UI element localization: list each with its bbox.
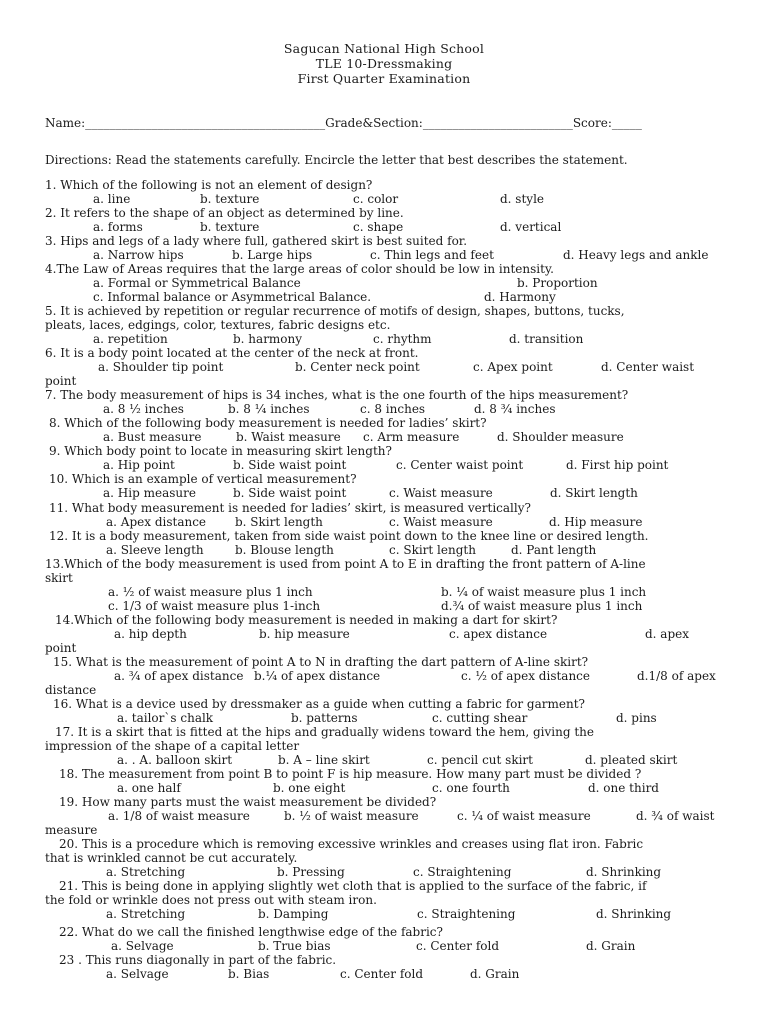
question-5-option[interactable]: b. harmony bbox=[233, 332, 303, 346]
question-1-option[interactable]: a. line bbox=[93, 192, 131, 206]
question-9-option[interactable]: a. Hip point bbox=[103, 458, 175, 472]
question-20-text: 20. This is a procedure which is removing excessive wrinkles and creases using flat iron. Fabric bbox=[59, 837, 644, 851]
question-23-option[interactable]: c. Center fold bbox=[340, 967, 424, 981]
question-14-option[interactable]: a. hip depth bbox=[114, 627, 187, 641]
question-19-text: 19. How many parts must the waist measurement be divided? bbox=[59, 795, 437, 809]
question-9-option[interactable]: d. First hip point bbox=[566, 458, 669, 472]
question-13-text: skirt bbox=[45, 571, 73, 585]
question-14-option[interactable]: c. apex distance bbox=[449, 627, 548, 641]
question-18-option[interactable]: b. one eight bbox=[273, 781, 346, 795]
question-15-option[interactable]: a. ¾ of apex distance bbox=[114, 669, 244, 683]
question-10-option[interactable]: c. Waist measure bbox=[389, 486, 493, 500]
question-14-option[interactable]: d. apex bbox=[645, 627, 690, 641]
question-9-option[interactable]: b. Side waist point bbox=[233, 458, 347, 472]
question-3-option[interactable]: c. Thin legs and feet bbox=[370, 248, 494, 262]
question-16-option[interactable]: b. patterns bbox=[291, 711, 358, 725]
question-6-option[interactable]: b. Center neck point bbox=[295, 360, 420, 374]
question-23-option[interactable]: b. Bias bbox=[228, 967, 270, 981]
question-6-option[interactable]: d. Center waist bbox=[601, 360, 695, 374]
question-11-option[interactable]: c. Waist measure bbox=[389, 515, 493, 529]
question-17-option[interactable]: a. . A. balloon skirt bbox=[117, 753, 233, 767]
question-13-text: 13.Which of the body measurement is used from point A to E in drafting the front pattern of A-line bbox=[45, 557, 646, 571]
question-14-option[interactable]: b. hip measure bbox=[259, 627, 350, 641]
question-8-option[interactable]: d. Shoulder measure bbox=[497, 430, 624, 444]
question-12-option[interactable]: a. Sleeve length bbox=[106, 543, 204, 557]
question-13-option[interactable]: c. 1/3 of waist measure plus 1-inch bbox=[108, 599, 321, 613]
question-14-text: 14.Which of the following body measurement is needed in making a dart for skirt? bbox=[55, 613, 558, 627]
question-9-text: 9. Which body point to locate in measuring skirt length? bbox=[49, 444, 392, 458]
question-21-option[interactable]: a. Stretching bbox=[106, 907, 186, 921]
question-1-option[interactable]: d. style bbox=[500, 192, 545, 206]
question-15-option[interactable]: c. ½ of apex distance bbox=[461, 669, 590, 683]
question-20-option[interactable]: b. Pressing bbox=[277, 865, 345, 879]
question-3-option[interactable]: a. Narrow hips bbox=[93, 248, 184, 262]
question-20-option[interactable]: a. Stretching bbox=[106, 865, 186, 879]
question-5-text: 5. It is achieved by repetition or regular recurrence of motifs of design, shapes, buttons, tucks, bbox=[45, 304, 625, 318]
question-11-text: 11. What body measurement is needed for ladies’ skirt, is measured vertically? bbox=[49, 501, 531, 515]
question-9-option[interactable]: c. Center waist point bbox=[396, 458, 524, 472]
question-10-option[interactable]: b. Side waist point bbox=[233, 486, 347, 500]
question-4-option[interactable]: b. Proportion bbox=[517, 276, 598, 290]
question-3-option[interactable]: d. Heavy legs and ankle bbox=[563, 248, 709, 262]
question-1-option[interactable]: b. texture bbox=[200, 192, 260, 206]
question-12-option[interactable]: c. Skirt length bbox=[389, 543, 476, 557]
question-19-option[interactable]: a. 1/8 of waist measure bbox=[108, 809, 250, 823]
question-6-option[interactable]: c. Apex point bbox=[473, 360, 553, 374]
question-23-text: 23 . This runs diagonally in part of the fabric. bbox=[59, 953, 337, 967]
question-5-option[interactable]: c. rhythm bbox=[373, 332, 432, 346]
question-6-option[interactable]: a. Shoulder tip point bbox=[98, 360, 224, 374]
question-16-text: 16. What is a device used by dressmaker as a guide when cutting a fabric for garment? bbox=[53, 697, 585, 711]
question-13-option[interactable]: a. ½ of waist measure plus 1 inch bbox=[108, 585, 313, 599]
question-10-option[interactable]: d. Skirt length bbox=[550, 486, 638, 500]
question-5-option[interactable]: d. transition bbox=[509, 332, 584, 346]
question-7-option[interactable]: d. 8 ¾ inches bbox=[474, 402, 556, 416]
question-22-option[interactable]: a. Selvage bbox=[111, 939, 174, 953]
question-10-text: 10. Which is an example of vertical measurement? bbox=[49, 472, 357, 486]
question-22-option[interactable]: b. True bias bbox=[258, 939, 331, 953]
question-20-text: that is wrinkled cannot be cut accurately. bbox=[45, 851, 298, 865]
question-12-option[interactable]: b. Blouse length bbox=[235, 543, 334, 557]
question-6-option[interactable]: point bbox=[45, 374, 77, 388]
question-17-option[interactable]: d. pleated skirt bbox=[585, 753, 678, 767]
question-21-option[interactable]: c. Straightening bbox=[417, 907, 516, 921]
question-22-option[interactable]: c. Center fold bbox=[416, 939, 500, 953]
question-22-option[interactable]: d. Grain bbox=[586, 939, 636, 953]
question-4-option[interactable]: d. Harmony bbox=[484, 290, 556, 304]
question-7-option[interactable]: b. 8 ¼ inches bbox=[228, 402, 310, 416]
question-2-option[interactable]: a. forms bbox=[93, 220, 143, 234]
question-2-option[interactable]: d. vertical bbox=[500, 220, 562, 234]
question-21-text: the fold or wrinkle does not press out with steam iron. bbox=[45, 893, 377, 907]
question-5-option[interactable]: a. repetition bbox=[93, 332, 168, 346]
question-23-option[interactable]: a. Selvage bbox=[106, 967, 169, 981]
question-19-option[interactable]: measure bbox=[45, 823, 98, 837]
question-6-text: 6. It is a body point located at the center of the neck at front. bbox=[45, 346, 419, 360]
question-3-option[interactable]: b. Large hips bbox=[232, 248, 313, 262]
question-3-text: 3. Hips and legs of a lady where full, gathered skirt is best suited for. bbox=[45, 234, 468, 248]
question-17-text: 17. It is a skirt that is fitted at the hips and gradually widens toward the hem, giving the bbox=[55, 725, 594, 739]
question-11-option[interactable]: a. Apex distance bbox=[106, 515, 207, 529]
question-15-option[interactable]: b.¼ of apex distance bbox=[254, 669, 381, 683]
question-19-option[interactable]: b. ½ of waist measure bbox=[284, 809, 419, 823]
exam-title: First Quarter Examination bbox=[297, 71, 471, 86]
question-16-option[interactable]: a. tailor`s chalk bbox=[117, 711, 214, 725]
question-8-text: 8. Which of the following body measurement is needed for ladies’ skirt? bbox=[49, 416, 487, 430]
question-1-text: 1. Which of the following is not an element of design? bbox=[45, 178, 373, 192]
question-5-text: pleats, laces, edgings, color, textures, fabric designs etc. bbox=[45, 318, 391, 332]
question-19-option[interactable]: d. ¾ of waist bbox=[636, 809, 715, 823]
question-7-text: 7. The body measurement of hips is 34 inches, what is the one fourth of the hips measurement? bbox=[45, 388, 629, 402]
question-4-text: 4.The Law of Areas requires that the large areas of color should be low in intensity. bbox=[45, 262, 554, 276]
question-8-option[interactable]: c. Arm measure bbox=[363, 430, 460, 444]
question-10-option[interactable]: a. Hip measure bbox=[103, 486, 196, 500]
question-17-option[interactable]: b. A – line skirt bbox=[278, 753, 370, 767]
question-20-option[interactable]: d. Shrinking bbox=[586, 865, 662, 879]
question-1-option[interactable]: c. color bbox=[353, 192, 399, 206]
name-grade-score-row: Name:________________________________________Grade&Section:_________________________Score:_____ bbox=[45, 116, 642, 130]
question-2-option[interactable]: c. shape bbox=[353, 220, 404, 234]
question-21-text: 21. This is being done in applying slightly wet cloth that is applied to the surface of the fabric, if bbox=[59, 879, 647, 893]
question-22-text: 22. What do we call the finished lengthwise edge of the fabric? bbox=[59, 925, 443, 939]
question-21-option[interactable]: b. Damping bbox=[258, 907, 329, 921]
question-12-option[interactable]: d. Pant length bbox=[511, 543, 597, 557]
subject-title: TLE 10-Dressmaking bbox=[315, 56, 453, 71]
question-8-option[interactable]: b. Waist measure bbox=[236, 430, 341, 444]
question-15-text: 15. What is the measurement of point A to N in drafting the dart pattern of A-line skirt? bbox=[53, 655, 589, 669]
question-18-option[interactable]: a. one half bbox=[117, 781, 181, 795]
question-19-option[interactable]: c. ¼ of waist measure bbox=[457, 809, 591, 823]
question-12-text: 12. It is a body measurement, taken from side waist point down to the knee line or desired length. bbox=[49, 529, 649, 543]
question-16-option[interactable]: c. cutting shear bbox=[432, 711, 528, 725]
school-name: Sagucan National High School bbox=[283, 41, 485, 56]
question-13-option[interactable]: b. ¼ of waist measure plus 1 inch bbox=[441, 585, 647, 599]
question-16-option[interactable]: d. pins bbox=[616, 711, 657, 725]
question-7-option[interactable]: a. 8 ½ inches bbox=[103, 402, 184, 416]
question-2-option[interactable]: b. texture bbox=[200, 220, 260, 234]
question-11-option[interactable]: b. Skirt length bbox=[235, 515, 323, 529]
question-21-option[interactable]: d. Shrinking bbox=[596, 907, 672, 921]
question-23-option[interactable]: d. Grain bbox=[470, 967, 520, 981]
question-17-text: impression of the shape of a capital letter bbox=[45, 739, 300, 753]
question-7-option[interactable]: c. 8 inches bbox=[360, 402, 426, 416]
question-15-option[interactable]: d.1/8 of apex bbox=[637, 669, 716, 683]
question-2-text: 2. It refers to the shape of an object as determined by line. bbox=[45, 206, 404, 220]
question-18-text: 18. The measurement from point B to point F is hip measure. How many part must be divided ? bbox=[59, 767, 642, 781]
question-18-option[interactable]: d. one third bbox=[588, 781, 659, 795]
question-4-option[interactable]: a. Formal or Symmetrical Balance bbox=[93, 276, 301, 290]
question-8-option[interactable]: a. Bust measure bbox=[103, 430, 202, 444]
directions: Directions: Read the statements carefully. Encircle the letter that best describes the statement. bbox=[45, 153, 628, 167]
question-13-option[interactable]: d.¾ of waist measure plus 1 inch bbox=[441, 599, 643, 613]
question-18-option[interactable]: c. one fourth bbox=[432, 781, 510, 795]
question-4-option[interactable]: c. Informal balance or Asymmetrical Balance. bbox=[93, 290, 372, 304]
question-20-option[interactable]: c. Straightening bbox=[413, 865, 512, 879]
question-14-option[interactable]: point bbox=[45, 641, 77, 655]
question-15-option[interactable]: distance bbox=[45, 683, 97, 697]
question-11-option[interactable]: d. Hip measure bbox=[549, 515, 643, 529]
question-17-option[interactable]: c. pencil cut skirt bbox=[427, 753, 533, 767]
